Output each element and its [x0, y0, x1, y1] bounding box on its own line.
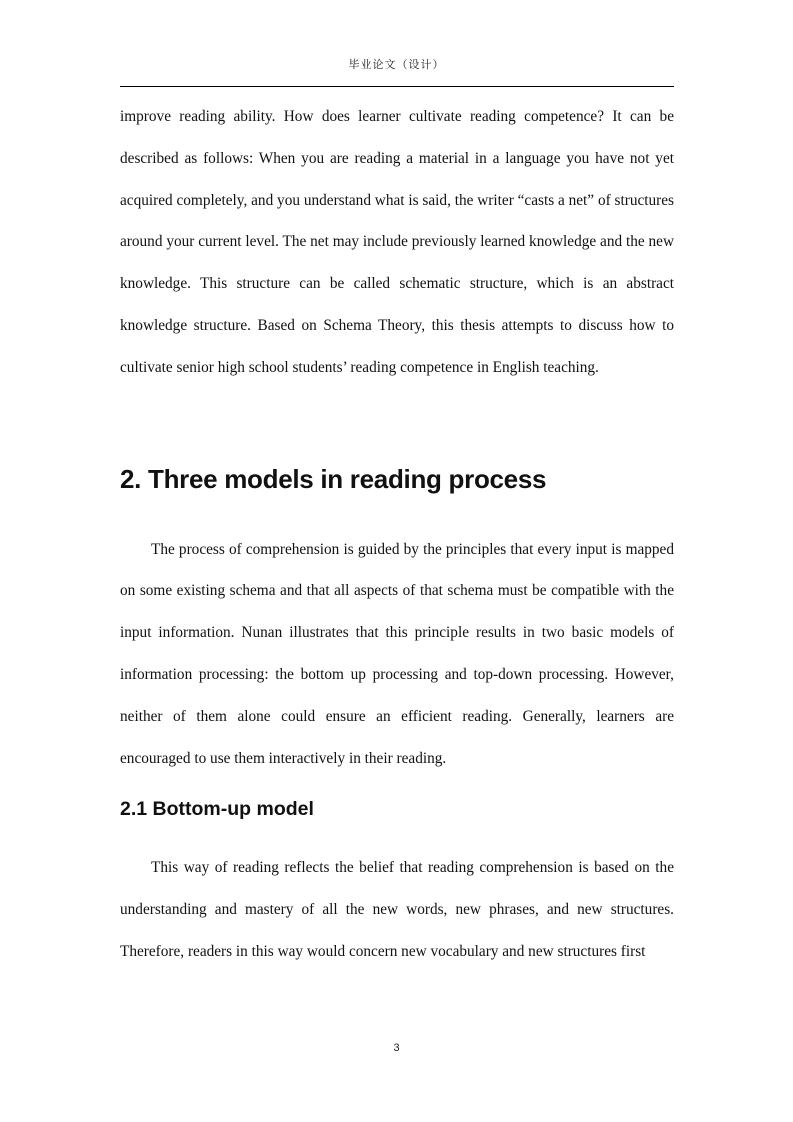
page-body — [120, 96, 674, 973]
body-paragraph-bottom-up: This way of reading reflects the belief that reading comprehension is based on the understanding and mastery of all the new words, new phrases, and new structures. Therefore, readers in this way would concern new vocabulary and new structures first — [120, 859, 674, 960]
body-paragraph-intro: improve reading ability. How does learner cultivate reading competence? It can be described as follows: When you are reading a material in a language you have not yet acquired completely, and you understand what is said, the writer “casts a net” of structures around your current level. The net may include previously learned knowledge and the new knowledge. This structure can be called schematic structure, which is an abstract knowledge structure. Based on Schema Theory, this thesis attempts to discuss how to cultivate senior high school students’ reading competence in English teaching. — [120, 108, 674, 376]
header-divider — [120, 86, 674, 87]
subsection-heading: 2.1 Bottom-up model — [120, 798, 314, 821]
page-header-title: 毕业论文（设计） — [348, 58, 445, 71]
page-number: 3 — [393, 1042, 400, 1054]
section-heading: 2. Three models in reading process — [120, 463, 547, 494]
body-paragraph-models: The process of comprehension is guided by the principles that every input is mapped on some existing schema and that all aspects of that schema must be compatible with the input information. Nunan illustrates that this principle results in two basic models of information processing: the bottom up processing and top-down processing. However, neither of them alone could ensure an efficient reading. Generally, learners are encouraged to use them interactively in their reading. — [120, 540, 674, 767]
